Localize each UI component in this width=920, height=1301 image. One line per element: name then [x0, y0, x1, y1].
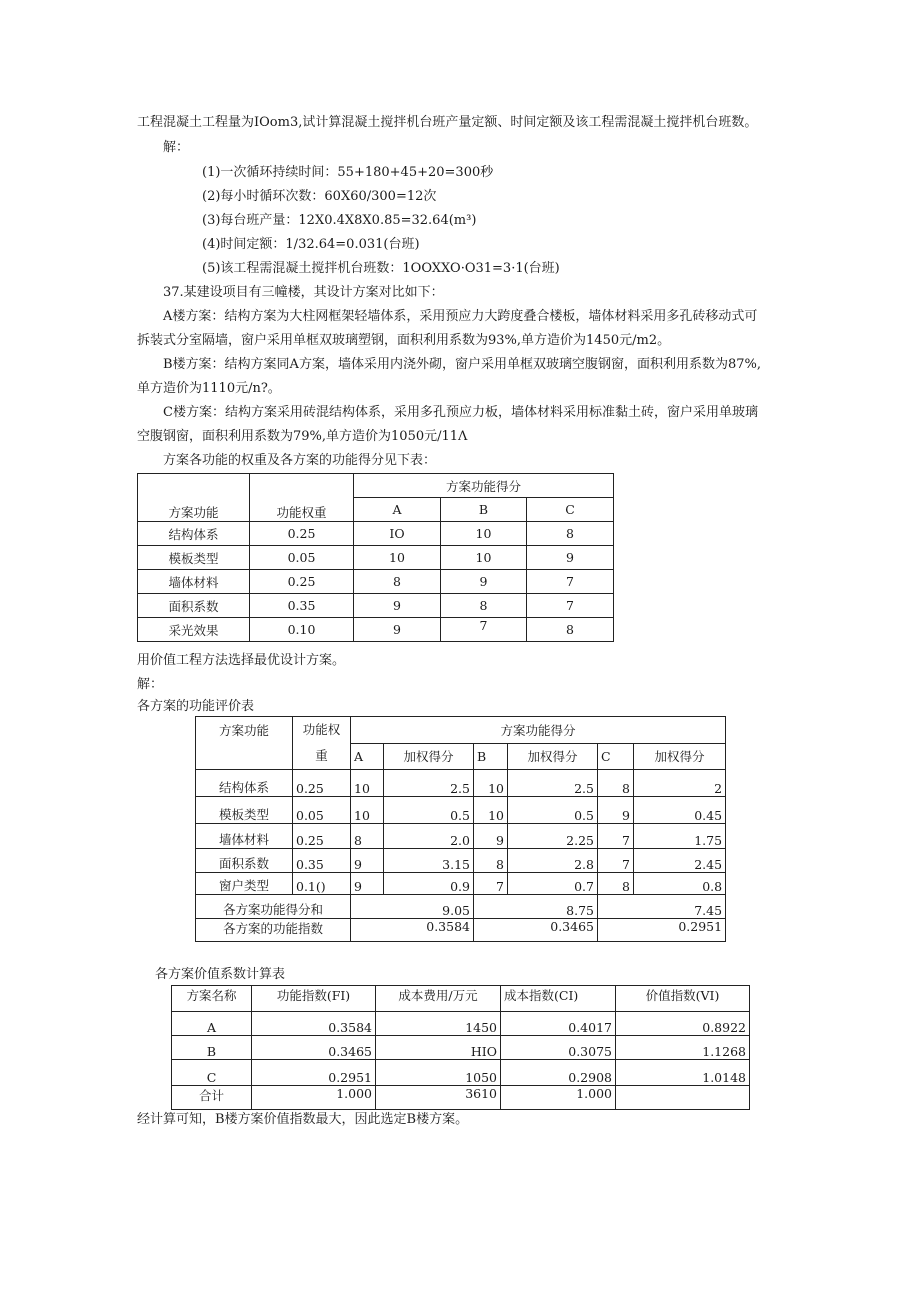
- sum-label: 各方案功能得分和: [196, 895, 351, 919]
- solution-label-2: 解：: [137, 677, 164, 692]
- table-row: [196, 770, 726, 797]
- cell-weighted-a: 2.0: [384, 824, 474, 849]
- row-label: 墙体材料: [138, 570, 250, 594]
- step-2: (2)每小时循环次数：60X60/300=12次: [202, 189, 437, 204]
- cell-b: 8: [441, 594, 527, 618]
- total-cost: 3610: [376, 1086, 501, 1110]
- total-row: [172, 1086, 750, 1110]
- header-function: 方案功能: [196, 717, 293, 770]
- value-coefficient-table: [171, 985, 750, 1110]
- cell-a: 10: [351, 770, 384, 797]
- cell-c: 7: [598, 849, 634, 873]
- method-instruction: 用价值工程方法选择最优设计方案。: [137, 653, 346, 668]
- row-label: 模板类型: [138, 546, 250, 570]
- table-row: [138, 594, 614, 618]
- header-c: C: [598, 743, 634, 770]
- cell-c: 7: [527, 594, 614, 618]
- cell-weighted-a: 3.15: [384, 849, 474, 873]
- cell-weighted-a: 0.9: [384, 873, 474, 895]
- cell-vi: 0.8922: [616, 1012, 750, 1036]
- index-b: 0.3465: [474, 919, 598, 942]
- cell-c: 7: [598, 824, 634, 849]
- cell-c: 7: [527, 570, 614, 594]
- table-row: [138, 618, 614, 642]
- header-weight-line1: 功能权: [302, 722, 341, 737]
- header-vi: 价值指数(VI): [616, 986, 750, 1012]
- total-ci: 1.000: [501, 1086, 616, 1110]
- cell-a: 8: [354, 570, 441, 594]
- plan-c-line-2: 空腹钢窗，面积利用系数为79%,单方造价为1050元∕11Λ: [137, 429, 468, 444]
- sum-b: 8.75: [474, 895, 598, 919]
- row-label: 窗户类型: [196, 873, 293, 895]
- cell-a: 9: [354, 618, 441, 642]
- header-weight: [293, 717, 351, 770]
- cell-weighted-b: 0.7: [508, 873, 598, 895]
- row-label: 结构体系: [138, 522, 250, 546]
- cell-a: 10: [354, 546, 441, 570]
- cell-cost: 1050: [376, 1060, 501, 1086]
- cell-a: 9: [351, 873, 384, 895]
- cell-c: 8: [598, 770, 634, 797]
- table-row: [172, 1036, 750, 1060]
- header-weighted-a: 加权得分: [384, 743, 474, 770]
- function-score-table: [137, 473, 614, 642]
- row-label: 结构体系: [196, 770, 293, 797]
- table1-lead-text: 方案各功能的权重及各方案的功能得分见下表：: [163, 453, 437, 468]
- cell-a: IO: [354, 522, 441, 546]
- total-vi: [616, 1086, 750, 1110]
- cell-fi: 0.3584: [252, 1012, 376, 1036]
- row-label: C: [172, 1060, 252, 1086]
- cell-b: 8: [474, 849, 508, 873]
- header-c: C: [527, 498, 614, 522]
- cell-c: 8: [527, 618, 614, 642]
- cell-b: 10: [474, 770, 508, 797]
- cell-weight: 0.35: [293, 849, 351, 873]
- table-row: [172, 1060, 750, 1086]
- header-score: 方案功能得分: [351, 717, 726, 744]
- table-row: [138, 546, 614, 570]
- cell-b: 7: [474, 873, 508, 895]
- conclusion-text: 经计算可知，B楼方案价值指数最大，因此选定B楼方案。: [137, 1112, 469, 1127]
- header-weighted-c: 加权得分: [634, 743, 726, 770]
- cell-a: 8: [351, 824, 384, 849]
- plan-a-line-1: A楼方案：结构方案为大柱网框架轻墙体系，采用预应力大跨度叠合楼板，墙体材料采用多孔砖移动式可: [163, 309, 758, 324]
- row-label: A: [172, 1012, 252, 1036]
- cell-a: 10: [351, 797, 384, 824]
- cell-cost: 1450: [376, 1012, 501, 1036]
- header-a: A: [354, 498, 441, 522]
- row-label: 模板类型: [196, 797, 293, 824]
- table-row: [196, 824, 726, 849]
- cell-b: 7: [441, 618, 527, 642]
- table-row: [196, 797, 726, 824]
- row-label: B: [172, 1036, 252, 1060]
- cell-fi: 0.3465: [252, 1036, 376, 1060]
- cell-vi: 1.1268: [616, 1036, 750, 1060]
- plan-b-line-2: 单方造价为1110元/n?。: [137, 381, 281, 396]
- solution-label: 解：: [163, 140, 190, 155]
- cell-c: 9: [598, 797, 634, 824]
- table3-caption: 各方案价值系数计算表: [155, 967, 286, 982]
- cell-vi: 1.0148: [616, 1060, 750, 1086]
- cell-weighted-c: 1.75: [634, 824, 726, 849]
- cell-weighted-c: 0.8: [634, 873, 726, 895]
- table-row: [138, 570, 614, 594]
- cell-weight: 0.25: [293, 770, 351, 797]
- table-row: [196, 873, 726, 895]
- cell-weight: 0.10: [250, 618, 354, 642]
- index-a: 0.3584: [351, 919, 474, 942]
- total-label: 合计: [172, 1086, 252, 1110]
- table2-caption: 各方案的功能评价表: [137, 699, 255, 714]
- index-c: 0.2951: [598, 919, 726, 942]
- total-fi: 1.000: [252, 1086, 376, 1110]
- header-a: A: [351, 743, 384, 770]
- question-37-title: 37.某建设项目有三幢楼，其设计方案对比如下：: [163, 285, 444, 300]
- plan-c-line-1: C楼方案：结构方案采用砖混结构体系，采用多孔预应力板，墙体材料采用标准黏土砖，窗户采用单玻璃: [163, 405, 758, 420]
- cell-weight: 0.25: [250, 570, 354, 594]
- plan-a-line-2: 拆装式分室隔墙，窗户采用单框双玻璃塑钢，面积利用系数为93%,单方造价为1450元/m2。: [137, 333, 671, 348]
- table-row: [196, 849, 726, 873]
- cell-weighted-b: 0.5: [508, 797, 598, 824]
- header-b: B: [474, 743, 508, 770]
- header-weighted-b: 加权得分: [508, 743, 598, 770]
- header-weight: 功能权重: [250, 474, 354, 522]
- cell-weight: 0.35: [250, 594, 354, 618]
- cell-cost: HIO: [376, 1036, 501, 1060]
- function-evaluation-table: [195, 716, 726, 942]
- cell-weight: 0.25: [293, 824, 351, 849]
- cell-weighted-b: 2.8: [508, 849, 598, 873]
- header-fi: 功能指数(FI): [252, 986, 376, 1012]
- table-row: [172, 1012, 750, 1036]
- cell-weight: 0.05: [293, 797, 351, 824]
- cell-weight: 0.1(): [293, 873, 351, 895]
- index-row: [196, 919, 726, 942]
- header-cost: 成本费用/万元: [376, 986, 501, 1012]
- plan-b-line-1: B楼方案：结构方案同A方案，墙体采用内浇外砌，窗户采用单框双玻璃空腹钢窗，面积利用系数为87%,: [163, 357, 761, 372]
- cell-ci: 0.2908: [501, 1060, 616, 1086]
- cell-weighted-c: 2: [634, 770, 726, 797]
- sum-c: 7.45: [598, 895, 726, 919]
- row-label: 采光效果: [138, 618, 250, 642]
- header-weight-line2: 重: [315, 748, 328, 763]
- step-5: (5)该工程需混凝土搅拌机台班数：1OOXXO·O31=3·1(台班): [202, 261, 560, 276]
- cell-b: 10: [474, 797, 508, 824]
- cell-weighted-c: 2.45: [634, 849, 726, 873]
- header-ci: 成本指数(CI): [501, 986, 616, 1012]
- cell-weighted-a: 2.5: [384, 770, 474, 797]
- step-3: (3)每台班产量：12X0.4X8X0.85=32.64(m³): [202, 213, 477, 228]
- header-b: B: [441, 498, 527, 522]
- row-label: 面积系数: [138, 594, 250, 618]
- cell-b: 9: [474, 824, 508, 849]
- cell-weighted-b: 2.25: [508, 824, 598, 849]
- cell-fi: 0.2951: [252, 1060, 376, 1086]
- table-row: [138, 522, 614, 546]
- cell-weight: 0.05: [250, 546, 354, 570]
- header-score: 方案功能得分: [354, 474, 614, 498]
- cell-weight: 0.25: [250, 522, 354, 546]
- header-name: 方案名称: [172, 986, 252, 1012]
- cell-c: 8: [527, 522, 614, 546]
- cell-c: 9: [527, 546, 614, 570]
- step-4: (4)时间定额：1/32.64=0.031(台班): [202, 237, 420, 252]
- cell-b: 9: [441, 570, 527, 594]
- cell-b: 10: [441, 522, 527, 546]
- cell-c: 8: [598, 873, 634, 895]
- step-1: (1)一次循环持续时间：55+180+45+20=300秒: [202, 165, 494, 180]
- sum-a: 9.05: [351, 895, 474, 919]
- index-label: 各方案的功能指数: [196, 919, 351, 942]
- problem-intro-text: 工程混凝土工程量为IOom3,试计算混凝土搅拌机台班产量定额、时间定额及该工程需混凝土搅拌机台班数。: [137, 115, 758, 130]
- row-label: 面积系数: [196, 849, 293, 873]
- cell-weighted-c: 0.45: [634, 797, 726, 824]
- cell-a: 9: [354, 594, 441, 618]
- sum-row: [196, 895, 726, 919]
- cell-ci: 0.3075: [501, 1036, 616, 1060]
- cell-weighted-a: 0.5: [384, 797, 474, 824]
- cell-b: 10: [441, 546, 527, 570]
- header-function: 方案功能: [138, 474, 250, 522]
- cell-a: 9: [351, 849, 384, 873]
- cell-weighted-b: 2.5: [508, 770, 598, 797]
- row-label: 墙体材料: [196, 824, 293, 849]
- cell-ci: 0.4017: [501, 1012, 616, 1036]
